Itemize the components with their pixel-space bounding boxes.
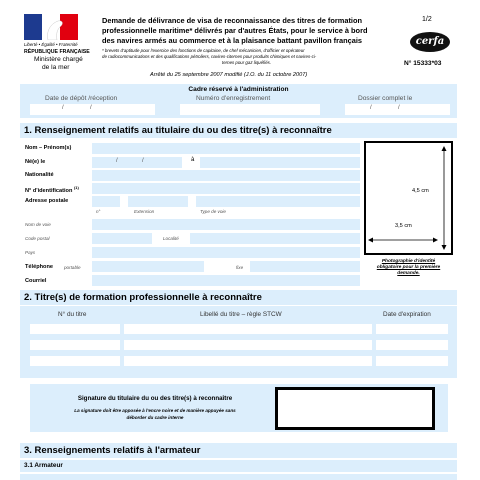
- ministry-line2: de la mer: [42, 64, 70, 71]
- decree: Arrêté du 25 septembre 2007 modifié (J.O. du 11 octobre 2007): [150, 72, 308, 78]
- signature-note-line2: déborder du cadre interne: [126, 415, 184, 420]
- section3-next-row: [20, 474, 457, 480]
- address-number-field[interactable]: [92, 196, 120, 207]
- photo-caption-line3: demande.: [397, 271, 420, 276]
- photo-height-label: 4,5 cm: [412, 188, 429, 194]
- ministry-line1: Ministère chargé: [34, 56, 83, 63]
- photo-height-arrow: [440, 146, 448, 250]
- street-name-label: Nom de voie: [25, 222, 51, 227]
- nationality-field[interactable]: [92, 170, 360, 181]
- country-label: Pays: [25, 250, 36, 255]
- address-extension-field[interactable]: [128, 196, 188, 207]
- postal-code-field[interactable]: [92, 233, 152, 244]
- mobile-phone-field[interactable]: [92, 261, 204, 272]
- admin-col-registration: Numéro d'enregistrement: [196, 95, 271, 102]
- address-label: Adresse postale: [25, 198, 69, 204]
- title-row-1[interactable]: [30, 324, 120, 334]
- admin-title: Cadre réservé à l'administration: [188, 86, 289, 93]
- name-field[interactable]: [92, 143, 360, 154]
- id-number-field[interactable]: [92, 183, 360, 194]
- locality-label: Localité: [163, 236, 179, 241]
- nationality-label: Nationalité: [25, 172, 54, 178]
- address-street-type-field[interactable]: [196, 196, 360, 207]
- footnote-line2: de radiocommunications et des qualifications pétroliers, navires-citernes pour produits chimiques et navires-ci-: [102, 54, 317, 59]
- form-title-line2: professionnelle maritime* délivrés par d'autres États, pour le service à bord: [102, 26, 368, 35]
- landline-label: fixe: [236, 265, 244, 270]
- name-label: Nom – Prénom(s): [25, 145, 72, 151]
- phone-label: Téléphone: [25, 264, 53, 270]
- form-title-line3: des navires armés au commerce et à la plaisance battant pavillon français: [102, 36, 363, 45]
- title-row-3-label[interactable]: [124, 356, 372, 366]
- postal-code-label: Code postal: [25, 236, 50, 241]
- section3-sub: [20, 460, 457, 472]
- photo-width-arrow: [368, 231, 438, 239]
- cerfa-number: N° 15333*03: [404, 60, 442, 67]
- col-title-number: N° du titre: [58, 311, 87, 318]
- landline-phone-field[interactable]: [250, 261, 360, 272]
- signature-title: Signature du titulaire du ou des titre(s) à reconnaître: [77, 395, 233, 402]
- street-name-field[interactable]: [92, 219, 360, 230]
- birth-place-label: à: [191, 157, 195, 163]
- title-row-1-label[interactable]: [124, 324, 372, 334]
- title-row-3[interactable]: [30, 356, 120, 366]
- country-field[interactable]: [92, 247, 360, 258]
- title-row-2-date[interactable]: [376, 340, 448, 350]
- birth-label: Né(e) le: [25, 159, 46, 165]
- col-title-label: Libellé du titre – règle STCW: [200, 311, 282, 318]
- page-number: 1/2: [422, 16, 432, 23]
- footnote-line3: ternes pour gaz liquéfiés.: [222, 60, 272, 65]
- cerfa-logo: cerfa: [410, 32, 450, 52]
- photo-caption-line2: obligatoire pour la première: [376, 265, 441, 270]
- admin-col-deposit: Date de dépôt /réception: [45, 95, 118, 102]
- title-row-1-date[interactable]: [376, 324, 448, 334]
- mobile-label: portable: [64, 265, 81, 270]
- admin-col-complete: Dossier complet le: [358, 95, 413, 102]
- email-field[interactable]: [92, 275, 360, 286]
- section2-title: 2. Titre(s) de formation professionnelle à reconnaître: [20, 290, 457, 305]
- title-row-3-date[interactable]: [376, 356, 448, 366]
- section3-title: 3. Renseignements relatifs à l'armateur: [20, 443, 457, 458]
- republic-label: RÉPUBLIQUE FRANÇAISE: [24, 49, 90, 55]
- number-hint: n°: [96, 209, 101, 214]
- photo-caption-line1: Photographie d'identité: [381, 259, 436, 264]
- id-number-label: N° d'identification $^{(1)}$: [25, 185, 79, 194]
- motto: Liberté • Égalité • Fraternité: [24, 42, 78, 47]
- shipowner-subtitle: 3.1 Armateur: [24, 462, 63, 469]
- footnote-line1: * brevets d'aptitude pour l'exercice des fonctions de capitaine, de chef mécanicien, d'officier et opérateur: [102, 48, 305, 53]
- locality-field[interactable]: [190, 233, 360, 244]
- col-expiry-date: Date d'expiration: [383, 311, 431, 318]
- signature-note-line1: La signature doit être apposée à l'encre noire et de manière appuyée sans: [74, 408, 236, 413]
- marianne-logo: [24, 14, 96, 40]
- birth-place-field[interactable]: [200, 157, 360, 168]
- admin-deposit-field[interactable]: [30, 104, 155, 115]
- admin-registration-field[interactable]: [180, 104, 320, 115]
- email-label: Courriel: [25, 278, 47, 284]
- signature-box[interactable]: [275, 387, 435, 430]
- title-row-2[interactable]: [30, 340, 120, 350]
- section1-title: 1. Renseignement relatifs au titulaire du ou des titre(s) à reconnaître: [20, 123, 457, 138]
- photo-width-label: 3,5 cm: [395, 223, 412, 229]
- title-row-2-label[interactable]: [124, 340, 372, 350]
- street-type-hint: Type de voie: [200, 209, 226, 214]
- form-title-line1: Demande de délivrance de visa de reconnaissance des titres de formation: [102, 16, 363, 25]
- birth-date-field[interactable]: [92, 157, 182, 168]
- extension-hint: Extension: [134, 209, 155, 214]
